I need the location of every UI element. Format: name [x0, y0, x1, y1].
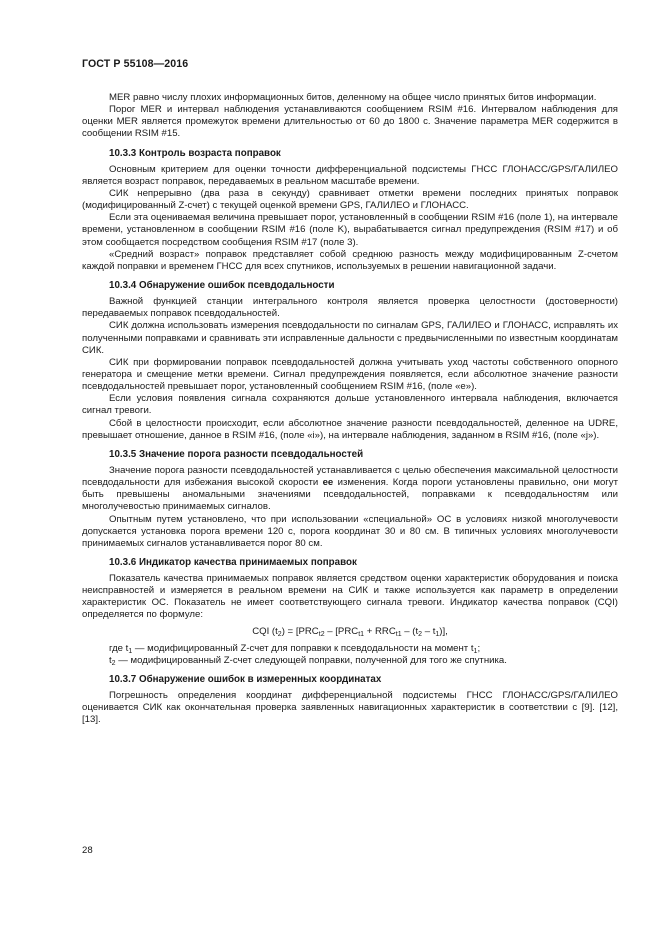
document-body: [82, 92, 618, 727]
paragraph: СИК должна использовать измерения псевдодальности по сигналам GPS, ГАЛИЛЕО и ГЛОНАСС, исправлять их полученными поправками и сравнивать эти исправленные дальности с предвычисленными по известным координатам СИК.: [82, 320, 618, 356]
formula-definition-t2: [82, 655, 618, 667]
paragraph: [82, 465, 618, 514]
paragraph: Если эта оцениваемая величина превышает порог, установленный в сообщении RSIM #16 (поле 1), на интервале времени, установленном в сообщении RSIM #16 (поле K), вырабатывается сигнал предупреждения (RSIM #17) и об этом сообщается посредством сообщения RSIM #17 (поле 3).: [82, 212, 618, 248]
formula-subscript: 2: [277, 630, 282, 638]
paragraph: Сбой в целостности происходит, если абсолютное значение разности псевдодальностей, деленное на UDRE, превышает отношение, данное в RSIM #16, (поле «i»), на интервале наблюдения, заданном в RSIM #16, (поле «j»).: [82, 417, 618, 441]
cqi-formula: [82, 626, 618, 638]
formula-definition-t1: [82, 643, 618, 655]
text-run: — модифицированный Z-счет для поправки к псевдодальности на момент t: [132, 642, 474, 654]
formula-subscript: 1: [128, 647, 133, 655]
formula-part: + RRC: [364, 625, 396, 637]
page-number: 28: [82, 845, 93, 856]
paragraph: Если условия появления сигнала сохраняются дольше установленного интервала наблюдения, включается сигнал тревоги.: [82, 393, 618, 417]
paragraph: Погрешность определения координат дифференциальной подсистемы ГНСС ГЛОНАСС/GPS/ГАЛИЛЕО оценивается СИК как окончательная проверка заявленных навигационных характеристик в соответствии с [9]. [12], [13].: [82, 690, 618, 726]
document-header: ГОСТ Р 55108—2016: [82, 58, 189, 70]
text-run: где t: [109, 642, 129, 654]
text-run: t: [109, 654, 112, 666]
text-run: изменения. Когда пороги установлены правильно, они могут быть превышены аномальными значениями псевдодальностей, поправками к псевдодальностям или многолучевостью принимаемых сигналов.: [82, 477, 618, 513]
paragraph: Порог MER и интервал наблюдения устанавливаются сообщением RSIM #16. Интервалом наблюдения для оценки MER является промежуток времени длительностью от 60 до 1800 с. Значение параметра MER содержится в сообщении RSIM #15.: [82, 104, 618, 140]
section-heading-10-3-7: 10.3.7 Обнаружение ошибок в измеренных координатах: [109, 674, 382, 686]
paragraph: СИК непрерывно (два раза в секунду) сравнивает отметки времени последних принятых поправок (модифицированный Z-счет) с текущей оценкой времени GPS, ГАЛИЛЕО и ГЛОНАСС.: [82, 187, 618, 212]
text-run: ;: [477, 642, 481, 654]
section-heading-10-3-4: 10.3.4 Обнаружение ошибок псевдодальности: [109, 280, 335, 292]
paragraph: Показатель качества принимаемых поправок является средством оценки характеристик оборудования и поиска неисправностей и измеряется в реальном времени на СИК и также используется как параметр в определении характеристик ОС. Показатель не имеет соответствующего сигнала тревоги. Индикатор качества поправок (CQI) определяется по формуле:: [82, 573, 618, 621]
formula-subscript: 2: [418, 630, 423, 638]
formula-part: – [PRC: [324, 625, 359, 637]
formula-part: – t: [422, 625, 436, 637]
paragraph: Опытным путем установлено, что при использовании «специальной» ОС в условиях низкой многолучевости допускается установка порога времени 120 с, порога координат 30 и 80 см. В типичных условиях многолучевости принимаемых сигналов устанавливается порог 80 см.: [82, 513, 618, 549]
paragraph: Основным критерием для оценки точности дифференциальной подсистемы ГНСС ГЛОНАСС/GPS/ГАЛИЛЕО является возраст поправок, передаваемых в реальном масштабе времени.: [82, 163, 618, 187]
formula-subscript: t1: [358, 630, 365, 638]
formula-subscript: 2: [111, 659, 116, 667]
text-run: Значение порога разности псевдодальностей устанавливается с целью обеспечения максимальной целостности псевдодальности для избежания высокой скорости: [82, 464, 618, 489]
formula-part: )],: [439, 625, 448, 637]
paragraph: СИК при формировании поправок псевдодальностей должна учитывать уход частоты собственного опорного генератора и смещение метки времени. Сигнал предупреждения появляется, если абсолютное значение разности псевдодальностей превышает порог, установленный сообщением RSIM #16, (поле «е»).: [82, 356, 618, 393]
formula-part: – (t: [401, 625, 419, 637]
text-run: — модифицированный Z-счет следующей поправки, полученной для того же спутника.: [115, 654, 507, 666]
emphasis-text: ее: [322, 477, 334, 489]
paragraph: «Средний возраст» поправок представляет собой среднюю разность между модифицированным Z-счетом каждой поправки и временем ГНСС для всех спутников, используемых в решении навигационной задачи.: [82, 248, 618, 272]
formula-subscript: t2: [318, 630, 325, 638]
formula-part: CQI (t: [252, 625, 278, 637]
section-heading-10-3-5: 10.3.5 Значение порога разности псевдодальностей: [109, 448, 364, 460]
paragraph: MER равно числу плохих информационных битов, деленному на общее число принятых битов информации.: [109, 92, 597, 103]
section-heading-10-3-3: 10.3.3 Контроль возраста поправок: [109, 147, 281, 159]
paragraph: Важной функцией станции интегрального контроля является проверка целостности (достоверности) передаваемых поправок псевдодальностей.: [82, 296, 618, 320]
section-heading-10-3-6: 10.3.6 Индикатор качества принимаемых поправок: [109, 557, 357, 568]
formula-subscript: t1: [395, 630, 402, 638]
formula-subscript: 1: [473, 647, 478, 655]
formula-part: ) = [PRC: [281, 625, 319, 637]
formula-subscript: 1: [435, 630, 440, 638]
